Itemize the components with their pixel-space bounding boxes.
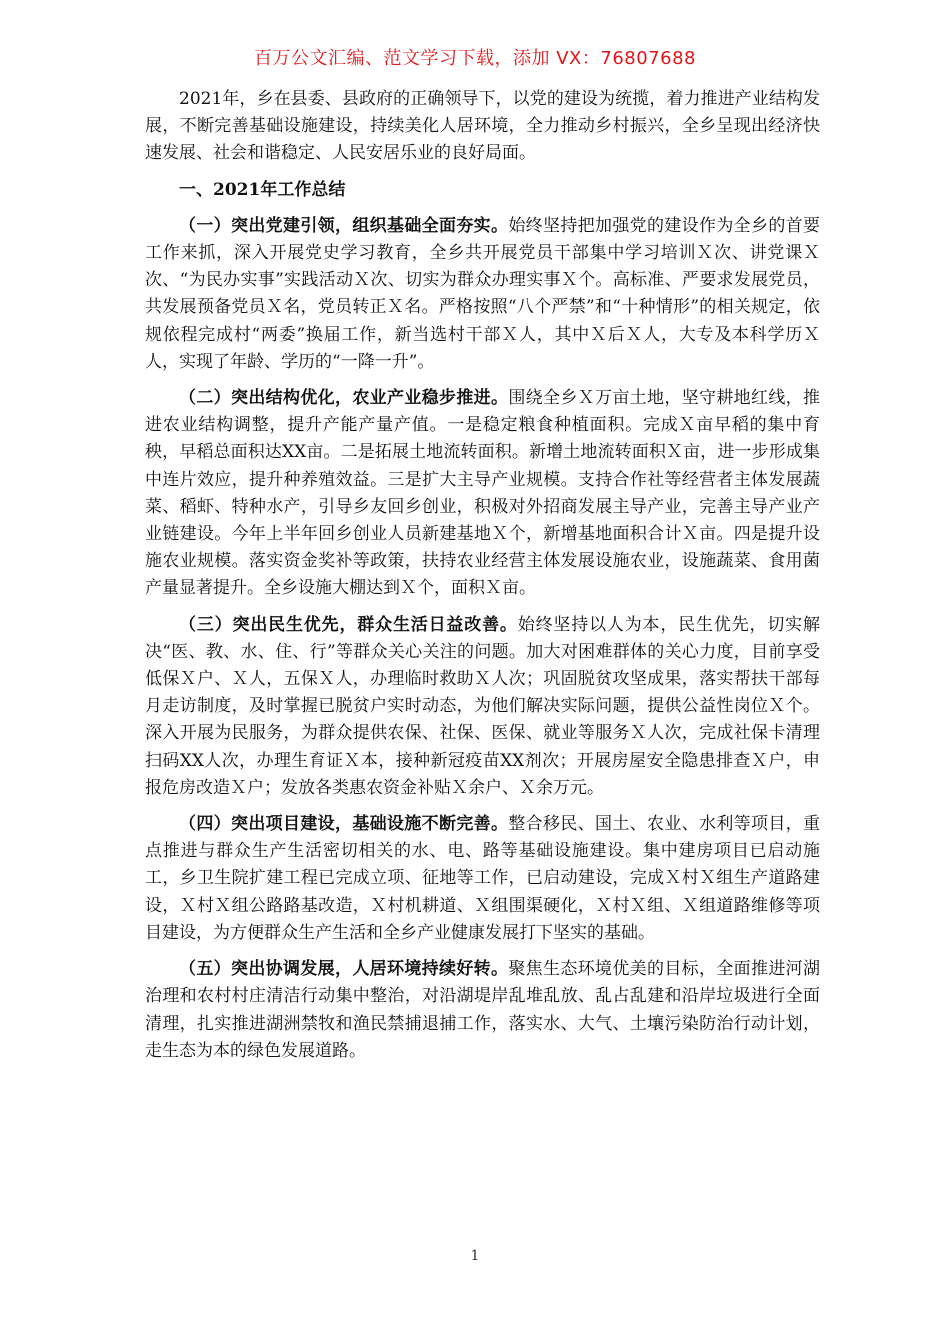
paragraph-text: 围绕全乡Ｘ万亩土地，坚守耕地红线，推进农业结构调整，提升产能产量产值。一是稳定粮食种植面积。完成Ｘ亩早稻的集中育秧，早稻总面积达XX亩。二是拓展土地流转面积。新增土地流转面积Ｘ亩，进一步形成集中连片效应，提升种养殖效益。三是扩大主导产业规模。支持合作社等经营者主体发展蔬菜、稻虾、特种水产，引导乡友回乡创业，积极对外招商发展主导产业，完善主导产业产业链建设。今年上半年回乡创业人员新建基地Ｘ个，新增基地面积合计Ｘ亩。四是提升设施农业规模。落实资金奖补等政策，扶持农业经营主体发展设施农业，设施蔬菜、食用菌产量显著提升。全乡设施大棚达到Ｘ个，面积Ｘ亩。 bbox=[145, 388, 821, 599]
page-number: 1 bbox=[470, 1248, 480, 1264]
paragraph-lead: （一）突出党建引领，组织基础全面夯实。 bbox=[179, 215, 509, 236]
paragraph-3 bbox=[145, 612, 820, 802]
paragraph-2 bbox=[145, 385, 820, 603]
paragraph-5 bbox=[145, 956, 820, 1065]
paragraph-lead: （二）突出结构优化，农业产业稳步推进。 bbox=[179, 388, 509, 409]
document-body bbox=[145, 86, 820, 1065]
intro-paragraph: 2021年，乡在县委、县政府的正确领导下，以党的建设为统揽，着力推进产业结构发展，不断完善基础设施建设，持续美化人居环境，全力推动乡村振兴，全乡呈现出经济快速发展、社会和谐稳定、人民安居乐业的良好局面。 bbox=[145, 89, 820, 164]
paragraph-lead: （四）突出项目建设，基础设施不断完善。 bbox=[179, 814, 509, 835]
section-heading: 一、2021年工作总结 bbox=[179, 179, 346, 200]
promo-banner: 百万公文汇编、范文学习下载，添加 VX：76807688 bbox=[254, 48, 696, 69]
paragraph-1 bbox=[145, 213, 820, 376]
paragraph-text: 聚焦生态环境优美的目标，全面推进河湖治理和农村村庄清洁行动集中整治，对沿湖堤岸乱堆乱放、乱占乱建和沿岸垃圾进行全面清理，扎实推进湖洲禁牧和渔民禁捕退捕工作，落实水、大气、土壤污染防治行动计划，走生态为本的绿色发展道路。 bbox=[145, 959, 821, 1061]
paragraph-lead: （五）突出协调发展，人居环境持续好转。 bbox=[179, 959, 509, 980]
paragraph-4 bbox=[145, 811, 820, 947]
paragraph-text: 始终坚持以人为本，民生优先，切实解决“医、教、水、住、行”等群众关心关注的问题。加大对困难群体的关心力度，目前享受低保Ｘ户、Ｘ人，五保Ｘ人，办理临时救助Ｘ人次；巩固脱贫攻坚成果，落实帮扶干部每月走访制度，及时掌握已脱贫户实时动态，为他们解决实际问题，提供公益性岗位Ｘ个。深入开展为民服务，为群众提供农保、社保、医保、就业等服务Ｘ人次，完成社保卡清理扫码XX人次，办理生育证Ｘ本，接种新冠疫苗XX剂次；开展房屋安全隐患排查Ｘ户，申报危房改造Ｘ户；发放各类惠农资金补贴Ｘ余户、Ｘ余万元。 bbox=[145, 614, 821, 798]
paragraph-lead: （三）突出民生优先，群众生活日益改善。 bbox=[179, 614, 518, 635]
paragraph-text: 始终坚持把加强党的建设作为全乡的首要工作来抓，深入开展党史学习教育，全乡共开展党员干部集中学习培训Ｘ次、讲党课Ｘ次、“为民办实事”实践活动Ｘ次、切实为群众办理实事Ｘ个。高标准、严要求发展党员，共发展预备党员Ｘ名，党员转正Ｘ名。严格按照“八个严禁”和“十种情形”的相关规定，依规依程完成村“两委”换届工作，新当选村干部Ｘ人，其中Ｘ后Ｘ人，大专及本科学历Ｘ人，实现了年龄、学历的“一降一升”。 bbox=[145, 215, 821, 372]
paragraph-text: 整合移民、国土、农业、水利等项目，重点推进与群众生产生活密切相关的水、电、路等基础设施建设。集中建房项目已启动施工，乡卫生院扩建工程已完成立项、征地等工作，已启动建设，完成Ｘ村Ｘ组生产道路建设，Ｘ村Ｘ组公路路基改造，Ｘ村机耕道、Ｘ组围渠硬化，Ｘ村Ｘ组、Ｘ组道路维修等项目建设，为方便群众生产生活和全乡产业健康发展打下坚实的基础。 bbox=[145, 814, 821, 943]
